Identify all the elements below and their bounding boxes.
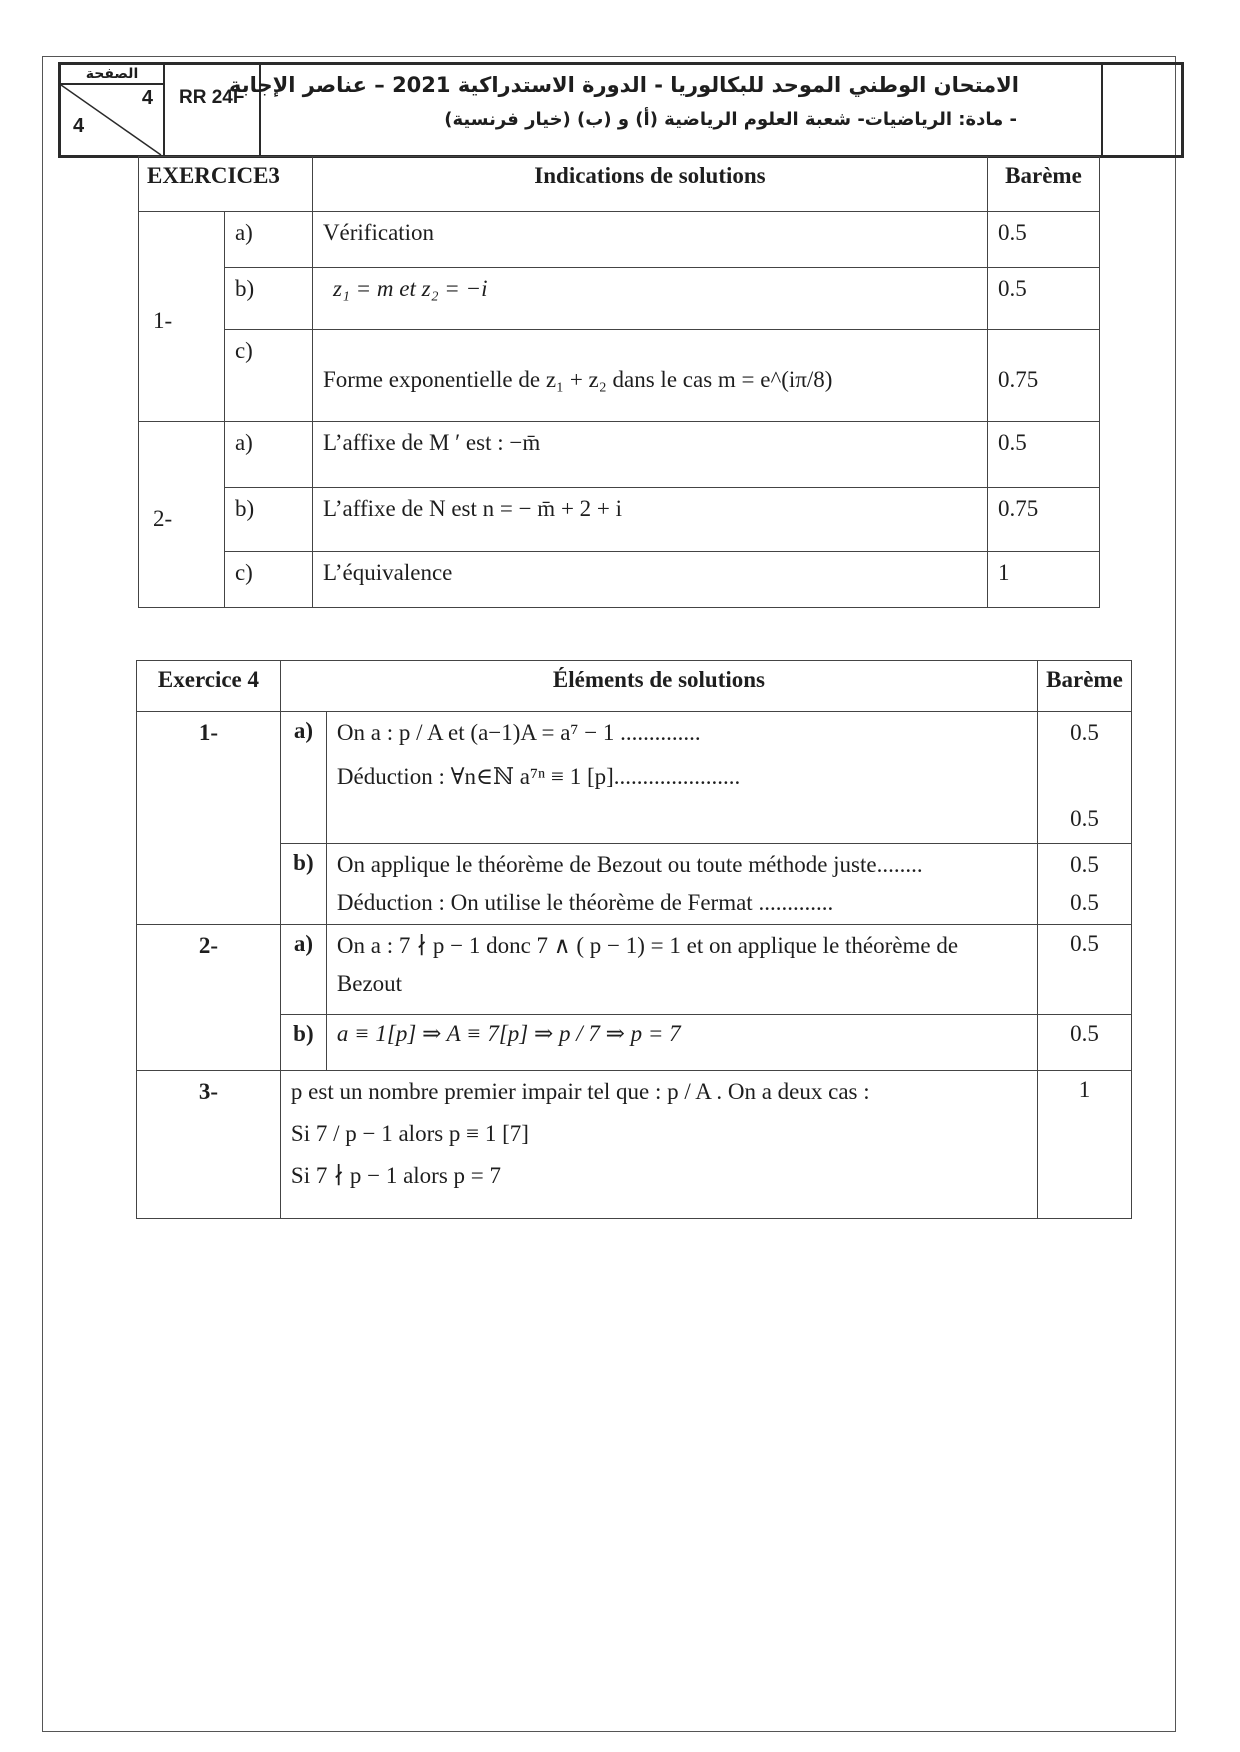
exercise-4-label: Exercice 4 — [137, 661, 281, 712]
question-number: 1- — [137, 712, 281, 925]
points-cell — [1037, 844, 1131, 925]
points: 0.5 — [988, 422, 1100, 488]
points-cell — [1037, 712, 1131, 844]
exercise-3-table — [138, 156, 1100, 608]
table-row — [137, 924, 1132, 1014]
solution-text: Forme exponentielle de z₁ + z₂ dans le cas m = e^(iπ/8) — [312, 330, 987, 422]
points: 0.5 — [1037, 924, 1131, 1014]
sub-question: b) — [280, 844, 326, 925]
table-row — [139, 422, 1100, 488]
solution-line: On a : p / A et (a−1)A = a⁷ − 1 .............. — [336, 720, 701, 745]
table-header-row — [137, 661, 1132, 712]
solution-text: z₁ = m et z₂ = −i — [312, 268, 987, 330]
table-header-row — [139, 157, 1100, 212]
question-number: 2- — [137, 924, 281, 1070]
table-row — [139, 268, 1100, 330]
sub-question: c) — [224, 552, 312, 608]
solution-text: L’équivalence — [312, 552, 987, 608]
solution-text: Vérification — [312, 212, 987, 268]
points: 0.5 — [1070, 852, 1099, 877]
header-titles — [228, 65, 1103, 155]
solution-cell — [326, 844, 1037, 925]
points: 0.5 — [988, 212, 1100, 268]
sub-question: a) — [280, 924, 326, 1014]
points: 0.5 — [1070, 805, 1099, 831]
solution-line: On applique le théorème de Bezout ou toute méthode juste........ — [336, 852, 923, 877]
solution-cell — [280, 1070, 1037, 1218]
solution-text: L’affixe de N est n = − m̄ + 2 + i — [312, 488, 987, 552]
sub-question: a) — [224, 422, 312, 488]
solution-cell — [326, 924, 1037, 1014]
exercise-4-table — [136, 660, 1132, 1219]
exam-subtitle: - مادة: الرياضيات- شعبة العلوم الرياضية (أ) و (ب) (خيار فرنسية) — [444, 109, 1017, 130]
question-number: 1- — [139, 212, 225, 422]
table-row — [139, 552, 1100, 608]
solution-line: Déduction : ∀n∈ℕ a⁷ⁿ ≡ 1 [p]...................... — [336, 763, 741, 789]
page-box — [61, 65, 165, 155]
points: 0.5 — [1037, 1014, 1131, 1070]
table-row — [139, 330, 1100, 422]
question-number: 2- — [139, 422, 225, 608]
points: 1 — [1037, 1070, 1131, 1218]
points: 0.5 — [1070, 720, 1099, 745]
sub-question: a) — [224, 212, 312, 268]
bareme-header: Barème — [988, 157, 1100, 212]
sub-question: a) — [280, 712, 326, 844]
solutions-header: Éléments de solutions — [280, 661, 1037, 712]
page-number: 4 — [141, 87, 153, 109]
points: 1 — [988, 552, 1100, 608]
points: 0.5 — [988, 268, 1100, 330]
points: 0.75 — [988, 330, 1100, 422]
page-label: الصفحة — [61, 65, 163, 85]
exam-header — [58, 62, 1184, 158]
table-row — [137, 844, 1132, 925]
question-number: 3- — [137, 1070, 281, 1218]
solution-cell — [326, 712, 1037, 844]
solution-text: L’affixe de M ′ est : −m̄ — [312, 422, 987, 488]
bareme-header: Barème — [1037, 661, 1131, 712]
solution-line: p est un nombre premier impair tel que : p / A . On a deux cas : — [290, 1078, 870, 1104]
solution-line: a ≡ 1[p] ⇒ A ≡ 7[p] ⇒ p / 7 ⇒ p = 7 — [326, 1014, 1037, 1070]
page-total: 4 — [73, 115, 85, 137]
points: 0.75 — [988, 488, 1100, 552]
table-row — [137, 712, 1132, 844]
solution-line: Déduction : On utilise le théorème de Fermat ............. — [336, 889, 834, 915]
exam-code: RR 24F — [165, 65, 261, 155]
solution-line: Bezout — [336, 970, 403, 996]
table-row — [137, 1070, 1132, 1218]
sub-question: c) — [224, 330, 312, 422]
table-row — [139, 212, 1100, 268]
solutions-header: Indications de solutions — [312, 157, 987, 212]
sub-question: b) — [224, 268, 312, 330]
exam-title: الامتحان الوطني الموحد للبكالوريا - الدورة الاستدراكية 2021 – عناصر الإجابة — [228, 73, 1019, 97]
points: 0.5 — [1070, 889, 1099, 915]
exercise-3-label: EXERCICE3 — [139, 157, 313, 212]
solution-line: Si 7 / p − 1 alors p ≡ 1 [7] — [290, 1120, 529, 1146]
solution-line: Si 7 ∤ p − 1 alors p = 7 — [290, 1162, 502, 1188]
solution-line: On a : 7 ∤ p − 1 donc 7 ∧ ( p − 1) = 1 et on applique le théorème de — [336, 932, 959, 958]
sub-question: b) — [224, 488, 312, 552]
sub-question: b) — [280, 1014, 326, 1070]
table-row — [137, 1014, 1132, 1070]
table-row — [139, 488, 1100, 552]
